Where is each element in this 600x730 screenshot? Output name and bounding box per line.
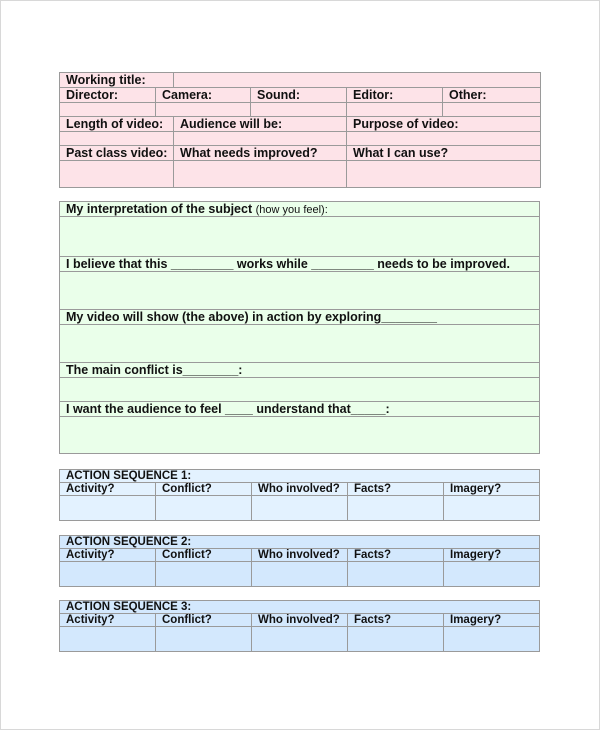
purpose-label: Purpose of video:	[347, 117, 541, 132]
imagery-label: Imagery?	[444, 549, 540, 562]
video-show-label: My video will show (the above) in action by exploring________	[60, 310, 540, 325]
who-involved-label: Who involved?	[252, 483, 348, 496]
needs-improved-field[interactable]	[174, 161, 347, 188]
sound-label: Sound:	[251, 88, 347, 103]
imagery-label: Imagery?	[444, 614, 540, 627]
can-use-field[interactable]	[347, 161, 541, 188]
working-title-field[interactable]	[174, 73, 541, 88]
past-class-label: Past class video:	[60, 146, 174, 161]
conflict-label: Conflict?	[156, 483, 252, 496]
action-sequence-title: ACTION SEQUENCE 2:	[60, 536, 540, 549]
director-label: Director:	[60, 88, 156, 103]
facts-field[interactable]	[348, 562, 444, 587]
past-class-field[interactable]	[60, 161, 174, 188]
interpretation-label-text: My interpretation of the subject	[66, 202, 253, 216]
believe-label: I believe that this _________ works while _________ needs to be improved.	[60, 257, 540, 272]
facts-label: Facts?	[348, 614, 444, 627]
production-info-table	[59, 72, 541, 188]
imagery-field[interactable]	[444, 496, 540, 521]
facts-label: Facts?	[348, 483, 444, 496]
conflict-field[interactable]	[156, 562, 252, 587]
facts-field[interactable]	[348, 496, 444, 521]
conflict-field[interactable]	[60, 378, 540, 402]
who-involved-label: Who involved?	[252, 614, 348, 627]
video-show-field[interactable]	[60, 325, 540, 363]
conflict-label: Conflict?	[156, 614, 252, 627]
other-field[interactable]	[443, 103, 541, 117]
camera-label: Camera:	[156, 88, 251, 103]
facts-label: Facts?	[348, 549, 444, 562]
activity-field[interactable]	[60, 562, 156, 587]
conflict-field[interactable]	[156, 627, 252, 652]
activity-label: Activity?	[60, 483, 156, 496]
interpretation-field[interactable]	[60, 217, 540, 257]
activity-label: Activity?	[60, 549, 156, 562]
sound-field[interactable]	[251, 103, 347, 117]
action-sequence-title: ACTION SEQUENCE 3:	[60, 601, 540, 614]
believe-field[interactable]	[60, 272, 540, 310]
working-title-label: Working title:	[60, 73, 174, 88]
length-label: Length of video:	[60, 117, 174, 132]
imagery-label: Imagery?	[444, 483, 540, 496]
facts-field[interactable]	[348, 627, 444, 652]
who-involved-field[interactable]	[252, 496, 348, 521]
director-field[interactable]	[60, 103, 156, 117]
conflict-label: Conflict?	[156, 549, 252, 562]
activity-field[interactable]	[60, 627, 156, 652]
editor-label: Editor:	[347, 88, 443, 103]
interpretation-hint: (how you feel):	[255, 204, 328, 216]
activity-field[interactable]	[60, 496, 156, 521]
audience-feel-label: I want the audience to feel ____ understand that_____:	[60, 402, 540, 417]
action-sequence-title: ACTION SEQUENCE 1:	[60, 470, 540, 483]
needs-improved-label: What needs improved?	[174, 146, 347, 161]
editor-field[interactable]	[347, 103, 443, 117]
imagery-field[interactable]	[444, 627, 540, 652]
conflict-label: The main conflict is________:	[60, 363, 540, 378]
can-use-label: What I can use?	[347, 146, 541, 161]
activity-label: Activity?	[60, 614, 156, 627]
camera-field[interactable]	[156, 103, 251, 117]
audience-label: Audience will be:	[174, 117, 347, 132]
action-sequence-2-table	[59, 535, 540, 587]
other-label: Other:	[443, 88, 541, 103]
audience-field[interactable]	[174, 132, 347, 146]
interpretation-table	[59, 201, 540, 454]
action-sequence-1-table	[59, 469, 540, 521]
who-involved-label: Who involved?	[252, 549, 348, 562]
conflict-field[interactable]	[156, 496, 252, 521]
purpose-field[interactable]	[347, 132, 541, 146]
action-sequence-3-table	[59, 600, 540, 652]
imagery-field[interactable]	[444, 562, 540, 587]
length-field[interactable]	[60, 132, 174, 146]
who-involved-field[interactable]	[252, 627, 348, 652]
audience-feel-field[interactable]	[60, 417, 540, 454]
who-involved-field[interactable]	[252, 562, 348, 587]
interpretation-label	[60, 202, 540, 217]
